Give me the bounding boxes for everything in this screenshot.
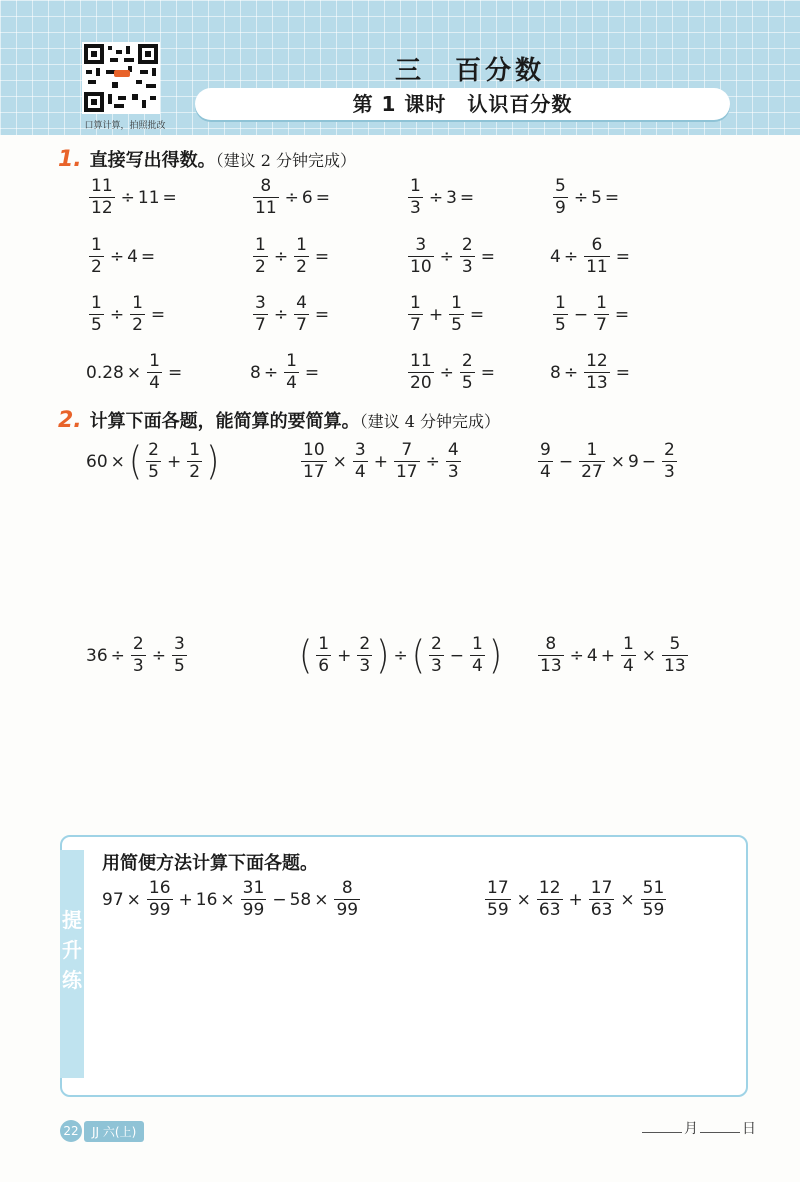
fraction: $\frac{51}{59}$ [642, 878, 665, 920]
fraction: $\frac{4}{3}$ [447, 440, 459, 482]
fraction: $\frac{6}{11}$ [586, 235, 608, 277]
problem-1-11: $\frac{1}{7}$ + $\frac{1}{5}$ = [410, 293, 485, 335]
problem-2-3: $\frac{9}{4}$ − $\frac{1}{27}$ × 9 − $\frac{2}{3}$ [540, 440, 675, 482]
fraction: $\frac{2}{5}$ [148, 440, 159, 482]
fraction: $\frac{2}{3}$ [430, 634, 442, 676]
fraction: $\frac{10}{17}$ [303, 440, 325, 482]
problem-2-5: ( $\frac{1}{6}$ + $\frac{2}{3}$ ) ÷ ( $\frac{2}{3}$ − $\frac{1}{4}$ ) [299, 632, 503, 679]
fraction: $\frac{4}{7}$ [296, 293, 307, 335]
page-number: 22 [60, 1120, 82, 1142]
fraction: $\frac{17}{63}$ [590, 878, 613, 920]
fraction: $\frac{1}{4}$ [149, 351, 160, 393]
problem-2-6: $\frac{8}{13}$ ÷ 4 + $\frac{1}{4}$ × $\frac{5}{13}$ [540, 634, 686, 676]
problem-1-5: $\frac{1}{2}$ ÷ 4 = [91, 235, 156, 277]
improve-title: 用简便方法计算下面各题。 [102, 853, 318, 874]
qr-caption: 口算计算，拍照批改 [84, 121, 166, 131]
fraction: $\frac{1}{3}$ [410, 176, 421, 218]
problem-3-2: $\frac{17}{59}$ × $\frac{12}{63}$ + $\frac{17}{63}$ × $\frac{51}{59}$ [487, 878, 665, 920]
problem-1-13: 0.28 × $\frac{1}{4}$ = [86, 351, 183, 393]
problem-1-15: $\frac{11}{20}$ ÷ $\frac{2}{5}$ = [410, 351, 495, 393]
fraction: $\frac{11}{12}$ [91, 176, 113, 218]
fraction: $\frac{1}{2}$ [255, 235, 266, 277]
fraction: $\frac{2}{3}$ [461, 235, 473, 277]
fraction: $\frac{1}{5}$ [555, 293, 566, 335]
fraction: $\frac{1}{2}$ [189, 440, 201, 482]
fraction: $\frac{3}{10}$ [410, 235, 432, 277]
problem-3-1: 97 × $\frac{16}{99}$ + 16 × $\frac{31}{99}$ − 58 × $\frac{8}{99}$ [102, 878, 359, 920]
problem-2-2: $\frac{10}{17}$ × $\frac{3}{4}$ + $\frac{7}{17}$ ÷ $\frac{4}{3}$ [303, 440, 459, 482]
problem-1-1: $\frac{11}{12}$ ÷ 11 = [91, 176, 177, 218]
fraction: $\frac{31}{99}$ [242, 878, 265, 920]
fraction: $\frac{3}{7}$ [255, 293, 266, 335]
fraction: $\frac{2}{5}$ [461, 351, 473, 393]
fraction: $\frac{8}{13}$ [540, 634, 562, 676]
section-2-number: 2. [58, 408, 82, 433]
fraction: $\frac{1}{2}$ [296, 235, 307, 277]
problem-1-3: $\frac{1}{3}$ ÷ 3 = [410, 176, 475, 218]
fraction: $\frac{1}{4}$ [622, 634, 634, 676]
problem-1-9: $\frac{1}{5}$ ÷ $\frac{1}{2}$ = [91, 293, 166, 335]
section-2-heading [58, 407, 500, 433]
fraction: $\frac{1}{7}$ [596, 293, 607, 335]
book-label: JJ 六(上) [84, 1121, 144, 1142]
fraction: $\frac{3}{5}$ [173, 634, 185, 676]
fraction: $\frac{1}{6}$ [318, 634, 330, 676]
month-label: 月 [684, 1121, 698, 1137]
fraction: $\frac{17}{59}$ [487, 878, 509, 920]
problem-1-6: $\frac{1}{2}$ ÷ $\frac{1}{2}$ = [255, 235, 330, 277]
day-label: 日 [742, 1121, 756, 1137]
fraction: $\frac{1}{2}$ [132, 293, 143, 335]
problem-1-4: $\frac{5}{9}$ ÷ 5 = [555, 176, 620, 218]
fraction: $\frac{1}{27}$ [581, 440, 603, 482]
month-blank[interactable] [642, 1132, 682, 1133]
lesson-title: 第 1 课时 认识百分数 [195, 88, 730, 120]
fraction: $\frac{16}{99}$ [148, 878, 171, 920]
fraction: $\frac{1}{2}$ [91, 235, 102, 277]
section-1-number: 1. [58, 147, 82, 172]
section-1-heading [58, 146, 356, 172]
fraction: $\frac{2}{3}$ [664, 440, 675, 482]
problem-2-4: 36 ÷ $\frac{2}{3}$ ÷ $\frac{3}{5}$ [86, 634, 185, 676]
problem-1-7: $\frac{3}{10}$ ÷ $\frac{2}{3}$ = [410, 235, 495, 277]
problem-1-2: $\frac{8}{11}$ ÷ 6 = [255, 176, 330, 218]
fraction: $\frac{9}{4}$ [540, 440, 551, 482]
fraction: $\frac{5}{13}$ [664, 634, 686, 676]
problem-1-12: $\frac{1}{5}$ − $\frac{1}{7}$ = [555, 293, 630, 335]
date-field [640, 1118, 756, 1138]
problem-1-10: $\frac{3}{7}$ ÷ $\frac{4}{7}$ = [255, 293, 330, 335]
fraction: $\frac{1}{5}$ [451, 293, 462, 335]
improve-tab-label: 提升练 [62, 908, 82, 992]
fraction: $\frac{12}{63}$ [538, 878, 561, 920]
problem-1-8: 4 ÷ $\frac{6}{11}$ = [550, 235, 630, 277]
fraction: $\frac{2}{3}$ [359, 634, 371, 676]
fraction: $\frac{3}{4}$ [354, 440, 366, 482]
fraction: $\frac{11}{20}$ [410, 351, 432, 393]
fraction: $\frac{8}{11}$ [255, 176, 277, 218]
fraction: $\frac{8}{99}$ [336, 878, 359, 920]
fraction: $\frac{1}{7}$ [410, 293, 421, 335]
section-1-hint: （建议 2 分钟完成） [215, 151, 357, 170]
section-2-title: 计算下面各题，能简算的要简算。 [89, 411, 360, 432]
day-blank[interactable] [700, 1132, 740, 1133]
unit-title: 三 百分数 [394, 56, 545, 86]
fraction: $\frac{2}{3}$ [132, 634, 144, 676]
fraction: $\frac{12}{13}$ [586, 351, 608, 393]
fraction: $\frac{1}{4}$ [472, 634, 483, 676]
fraction: $\frac{1}{5}$ [91, 293, 102, 335]
section-2-hint: （建议 4 分钟完成） [359, 412, 501, 431]
fraction: $\frac{1}{4}$ [286, 351, 297, 393]
problem-1-16: 8 ÷ $\frac{12}{13}$ = [550, 351, 630, 393]
fraction: $\frac{7}{17}$ [395, 440, 418, 482]
problem-1-14: 8 ÷ $\frac{1}{4}$ = [250, 351, 320, 393]
fraction: $\frac{5}{9}$ [555, 176, 566, 218]
problem-2-1: 60 × ( $\frac{2}{5}$ + $\frac{1}{2}$ ) [86, 438, 220, 485]
section-1-title: 直接写出得数。 [89, 150, 216, 171]
